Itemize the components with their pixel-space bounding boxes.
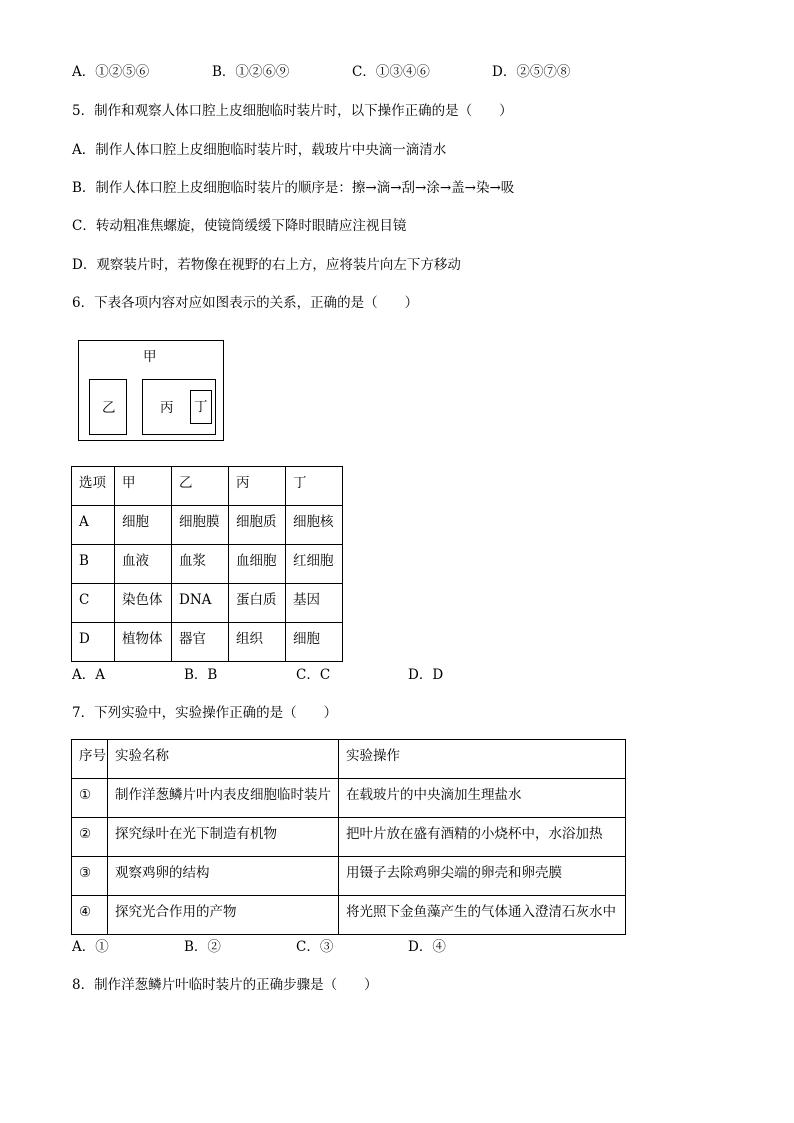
- diagram-box-bing: [142, 379, 216, 435]
- q6-option-c: C．C: [296, 667, 331, 683]
- diagram-label-jia: 甲: [143, 349, 157, 365]
- q6-option-d: D．D: [408, 667, 444, 683]
- table-cell: 选项: [72, 467, 115, 506]
- diagram-label-ding: 丁: [194, 399, 208, 415]
- table-cell: B: [72, 545, 115, 584]
- table-header-row: [72, 467, 343, 506]
- table-cell: 细胞: [286, 623, 343, 662]
- table-cell: 探究光合作用的产物: [108, 896, 339, 935]
- q7-stem: 7．下列实验中，实验操作正确的是（ ）: [72, 705, 338, 721]
- q4-option-a: A．①②⑤⑥: [72, 64, 150, 80]
- table-cell: 组织: [229, 623, 286, 662]
- q5-option-c: C．转动粗准焦螺旋，使镜筒缓缓下降时眼睛应注视目镜: [72, 218, 407, 234]
- table-cell: 乙: [172, 467, 229, 506]
- table-cell: 把叶片放在盛有酒精的小烧杯中，水浴加热: [339, 818, 626, 857]
- table-cell: 染色体: [115, 584, 172, 623]
- q4-option-b: B．①②⑥⑨: [212, 64, 290, 80]
- table-row: [72, 545, 343, 584]
- table-header-row: [72, 740, 626, 779]
- q5-option-b: B．制作人体口腔上皮细胞临时装片的顺序是：擦→滴→刮→涂→盖→染→吸: [72, 180, 515, 196]
- table-cell: 丁: [286, 467, 343, 506]
- table-cell: ③: [72, 857, 108, 896]
- table-cell: 探究绿叶在光下制造有机物: [108, 818, 339, 857]
- table-cell: 血浆: [172, 545, 229, 584]
- table-cell: 血液: [115, 545, 172, 584]
- table-cell: C: [72, 584, 115, 623]
- table-row: [72, 857, 626, 896]
- q6-option-a: A．A: [72, 667, 105, 683]
- q8-stem: 8．制作洋葱鳞片叶临时装片的正确步骤是（ ）: [72, 977, 378, 993]
- q5-option-a: A．制作人体口腔上皮细胞临时装片时，载玻片中央滴一滴清水: [72, 142, 447, 158]
- table-cell: 序号: [72, 740, 108, 779]
- table-cell: 观察鸡卵的结构: [108, 857, 339, 896]
- table-cell: 蛋白质: [229, 584, 286, 623]
- table-cell: D: [72, 623, 115, 662]
- q4-option-c: C．①③④⑥: [352, 64, 430, 80]
- table-cell: 甲: [115, 467, 172, 506]
- relationship-diagram: [78, 340, 224, 441]
- table-cell: 实验名称: [108, 740, 339, 779]
- q7-option-c: C．③: [296, 939, 334, 955]
- table-row: [72, 896, 626, 935]
- q6-table: [71, 466, 343, 662]
- table-cell: 细胞质: [229, 506, 286, 545]
- table-cell: 红细胞: [286, 545, 343, 584]
- diagram-box-yi: [89, 379, 127, 435]
- table-row: [72, 623, 343, 662]
- table-row: [72, 584, 343, 623]
- diagram-label-yi: 乙: [102, 400, 116, 416]
- table-row: [72, 506, 343, 545]
- table-cell: 实验操作: [339, 740, 626, 779]
- table-cell: 细胞膜: [172, 506, 229, 545]
- table-cell: 血细胞: [229, 545, 286, 584]
- table-cell: DNA: [172, 584, 229, 623]
- q4-option-d: D．②⑤⑦⑧: [492, 64, 571, 80]
- q6-stem: 6．下表各项内容对应如图表示的关系，正确的是（ ）: [72, 295, 419, 311]
- table-row: [72, 818, 626, 857]
- table-cell: 基因: [286, 584, 343, 623]
- diagram-label-bing: 丙: [160, 400, 174, 416]
- table-cell: 在载玻片的中央滴加生理盐水: [339, 779, 626, 818]
- table-cell: 用镊子去除鸡卵尖端的卵壳和卵壳膜: [339, 857, 626, 896]
- q7-table: [71, 739, 626, 935]
- q7-option-b: B．②: [184, 939, 221, 955]
- table-cell: 器官: [172, 623, 229, 662]
- table-cell: 丙: [229, 467, 286, 506]
- q7-option-a: A．①: [72, 939, 109, 955]
- q5-option-d: D．观察装片时，若物像在视野的右上方，应将装片向左下方移动: [72, 257, 461, 273]
- q6-option-b: B．B: [184, 667, 218, 683]
- table-cell: 制作洋葱鳞片叶内表皮细胞临时装片: [108, 779, 339, 818]
- table-cell: 将光照下金鱼藻产生的气体通入澄清石灰水中: [339, 896, 626, 935]
- table-cell: 植物体: [115, 623, 172, 662]
- table-cell: ②: [72, 818, 108, 857]
- q5-stem: 5．制作和观察人体口腔上皮细胞临时装片时，以下操作正确的是（ ）: [72, 103, 513, 119]
- table-row: [72, 779, 626, 818]
- diagram-box-ding: [190, 390, 212, 424]
- q7-option-d: D．④: [408, 939, 446, 955]
- table-cell: 细胞核: [286, 506, 343, 545]
- table-cell: ①: [72, 779, 108, 818]
- table-cell: A: [72, 506, 115, 545]
- table-cell: ④: [72, 896, 108, 935]
- table-cell: 细胞: [115, 506, 172, 545]
